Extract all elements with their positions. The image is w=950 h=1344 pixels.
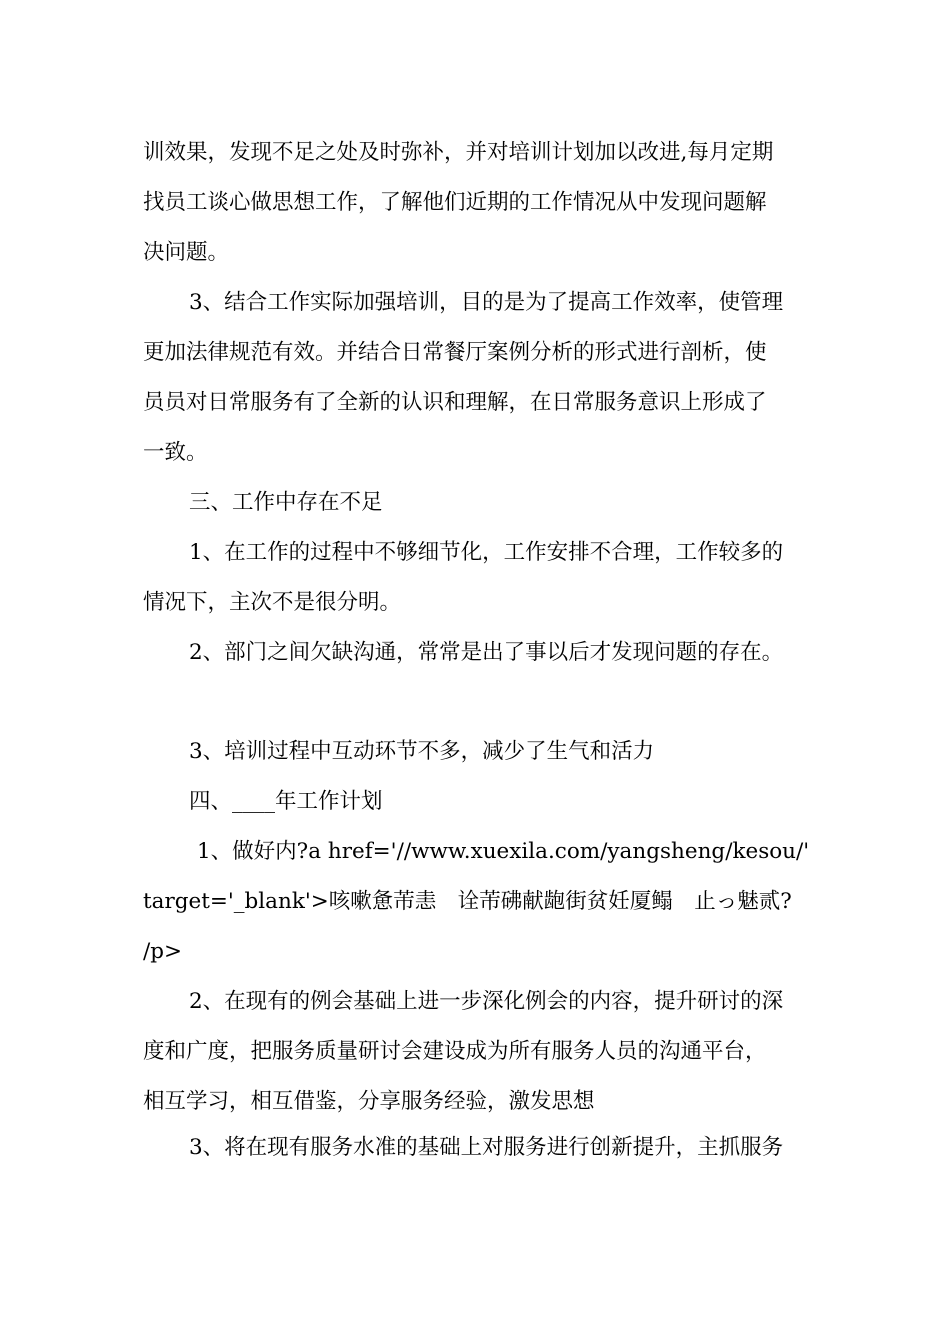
paragraph-item-3-training — [143, 278, 810, 478]
text-line: 2、部门之间欠缺沟通，常常是出了事以后才发现问题的存在。 — [189, 640, 784, 665]
text-line: 训效果，发现不足之处及时弥补，并对培训计划加以改进,每月定期 — [143, 140, 774, 165]
text-line: /p> — [143, 939, 183, 964]
text-line: 度和广度，把服务质量研讨会建设成为所有服务人员的沟通平台， — [143, 1039, 767, 1064]
section-heading-work-plan — [143, 777, 810, 827]
text-line: 四、____年工作计划 — [189, 789, 383, 814]
text-line: 找员工谈心做思想工作，了解他们近期的工作情况从中发现问题解 — [143, 190, 767, 215]
paragraph-training-effect — [143, 128, 810, 278]
text-line: 1、在工作的过程中不够细节化，工作安排不合理，工作较多的 — [189, 540, 784, 565]
paragraph-shortcoming-3 — [143, 727, 810, 777]
text-line: 3、将在现有服务水准的基础上对服务进行创新提升，主抓服务 — [189, 1135, 784, 1160]
text-line: 情况下，主次不是很分明。 — [143, 590, 402, 615]
paragraph-shortcoming-2 — [143, 628, 810, 678]
text-line: 一致。 — [143, 440, 208, 465]
text-line: 决问题。 — [143, 240, 230, 265]
text-line: 3、结合工作实际加强培训，目的是为了提高工作效率，使管理 — [189, 290, 784, 315]
text-line: 3、培训过程中互动环节不多，减少了生气和活力 — [189, 739, 655, 764]
paragraph-plan-1 — [143, 827, 810, 977]
text-line: 1、做好内?a href='//www.xuexila.com/yangsheng/kesou/' — [197, 839, 810, 864]
text-line: 相互学习，相互借鉴，分享服务经验，激发思想 — [143, 1089, 595, 1114]
text-line: 员员对日常服务有了全新的认识和理解，在日常服务意识上形成了 — [143, 390, 767, 415]
section-heading-shortcomings — [143, 478, 810, 528]
text-line: 2、在现有的例会基础上进一步深化例会的内容，提升研讨的深 — [189, 989, 784, 1014]
text-line: 三、工作中存在不足 — [189, 490, 383, 515]
paragraph-plan-2 — [143, 977, 810, 1127]
paragraph-plan-3 — [143, 1123, 810, 1173]
text-line: 更加法律规范有效。并结合日常餐厅案例分析的形式进行剖析，使 — [143, 340, 767, 365]
paragraph-shortcoming-1 — [143, 528, 810, 628]
text-line: target='_blank'>咳嗽惫芾恚 诠芾砩献龅街贫妊厦鳎 止っ魅贰? — [143, 889, 792, 914]
